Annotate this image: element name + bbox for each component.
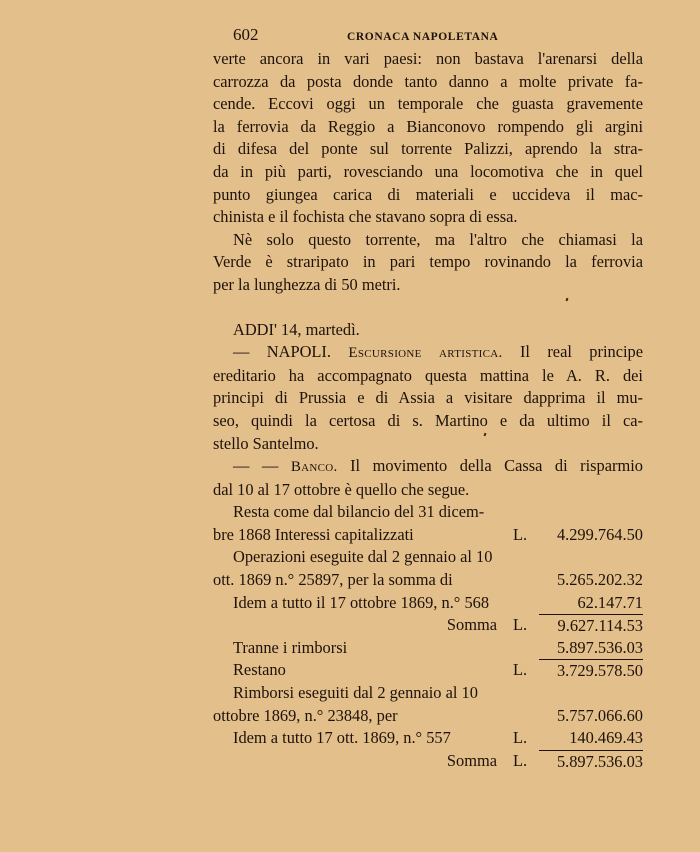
- page-number: 602: [233, 25, 259, 44]
- ledger-label: Idem a tutto 17 ott. 1869, n.° 557: [233, 728, 451, 748]
- text-line: ereditario ha accompagnato questa mattina le A. R. dei: [213, 365, 643, 385]
- ledger-row: [213, 546, 643, 569]
- ledger-currency: L.: [513, 615, 528, 635]
- book-page: [213, 0, 643, 772]
- text-line: dal 10 al 17 ottobre è quello che segue.: [213, 479, 470, 499]
- paragraph-napoli: [213, 341, 643, 455]
- ledger-label: Tranne i rimborsi: [233, 637, 348, 657]
- ledger-currency: L.: [513, 660, 528, 680]
- ledger-row: [213, 569, 643, 592]
- text-line: [213, 341, 643, 365]
- text-line: Nè solo questo torrente, ma l'altro che chiamasi la: [233, 229, 643, 249]
- ledger-amount: 62.147.71: [577, 592, 643, 612]
- text-line: stello Santelmo.: [213, 433, 319, 453]
- date-heading-para: [213, 319, 643, 342]
- ledger-row: [213, 501, 643, 524]
- ledger-currency: L.: [513, 750, 528, 770]
- ledger-row: [213, 592, 643, 615]
- ledger-amount: 3.729.578.50: [539, 659, 643, 681]
- text-line: cende. Eccovi oggi un temporale che guasta gravemente: [213, 94, 643, 114]
- text-line: verte ancora in vari paesi: non bastava l'arenarsi della: [213, 49, 643, 68]
- ledger-amount: 4.299.764.50: [556, 524, 643, 544]
- text-fragment: Il movimento della Cassa di risparmio: [350, 456, 643, 476]
- ledger-label: ottobre 1869, n.° 23848, per: [213, 705, 398, 725]
- text-line: punto giungea carica di materiali e uccideva il mac-: [213, 184, 643, 204]
- paragraph-railway-damage: [213, 48, 643, 229]
- text-line: Verde è straripato in pari tempo rovinando la ferrovia: [213, 252, 643, 272]
- text-line: di difesa del ponte sul torrente Palizzi, aprendo la stra-: [213, 139, 643, 159]
- ledger-amount: 5.897.536.03: [556, 637, 643, 657]
- text-line: la ferrovia da Reggio a Bianconovo rompendo gli argini: [213, 116, 643, 136]
- ledger-label: Somma: [446, 750, 497, 770]
- ledger-label: Idem a tutto il 17 ottobre 1869, n.° 568: [233, 592, 490, 612]
- ledger-row: [213, 637, 643, 660]
- page-header: [213, 22, 643, 48]
- ledger-amount: 9.627.114.53: [539, 614, 643, 636]
- ledger-row: [213, 705, 643, 728]
- text-line: chinista e il fochista che stavano sopra di essa.: [213, 207, 518, 227]
- ledger-label: bre 1868 Interessi capitalizzati: [213, 524, 414, 544]
- ledger-row: [213, 727, 643, 750]
- ledger-row: [213, 659, 643, 682]
- ledger-amount: 5.265.202.32: [556, 570, 643, 590]
- text-line: seo, quindi la certosa di s. Martino e da ultimo il ca-: [213, 410, 643, 430]
- text-line: carrozza da posta donde tanto danno a molte private fa-: [213, 71, 643, 91]
- section-lead: — NAPOLI.: [233, 342, 331, 362]
- ledger-row: [213, 682, 643, 705]
- ledger-amount: 140.469.43: [569, 728, 643, 748]
- ledger-label: Somma: [446, 615, 497, 635]
- ledger-amount: 5.757.066.60: [556, 705, 643, 725]
- ledger-label: ott. 1869 n.° 25897, per la somma di: [213, 570, 453, 590]
- section-subject: Escursione artistica.: [348, 345, 503, 362]
- ledger-row: [213, 614, 643, 637]
- ledger-label: Operazioni eseguite dal 2 gennaio al 10: [233, 547, 493, 567]
- ledger-amount: 5.897.536.03: [539, 750, 643, 772]
- ledger-table: [213, 501, 643, 772]
- section-lead: — —: [233, 456, 279, 476]
- ledger-label: Rimborsi eseguiti dal 2 gennaio al 10: [233, 683, 478, 703]
- date-heading: ADDI' 14, martedì.: [233, 319, 360, 339]
- ledger-row: [213, 524, 643, 547]
- section-subject: Banco.: [290, 459, 338, 476]
- ledger-currency: L.: [513, 728, 528, 748]
- ledger-label: Restano: [233, 660, 286, 680]
- paragraph-verde-torrent: [213, 229, 643, 297]
- paragraph-banco: [213, 455, 643, 501]
- text-line: da in più parti, rovesciando una locomotiva che in quel: [213, 161, 643, 181]
- text-fragment: Il real principe: [519, 342, 643, 362]
- text-line: principi di Prussia e di Assia a visitare dapprima il mu-: [213, 388, 643, 408]
- text-line: per la lunghezza di 50 metri.: [213, 274, 401, 294]
- text-line: [213, 455, 643, 479]
- running-title: CRONACA NAPOLETANA: [347, 31, 499, 43]
- ledger-currency: L.: [513, 524, 528, 544]
- ledger-label: Resta come dal bilancio del 31 dicem-: [233, 502, 485, 522]
- ledger-row: [213, 750, 643, 773]
